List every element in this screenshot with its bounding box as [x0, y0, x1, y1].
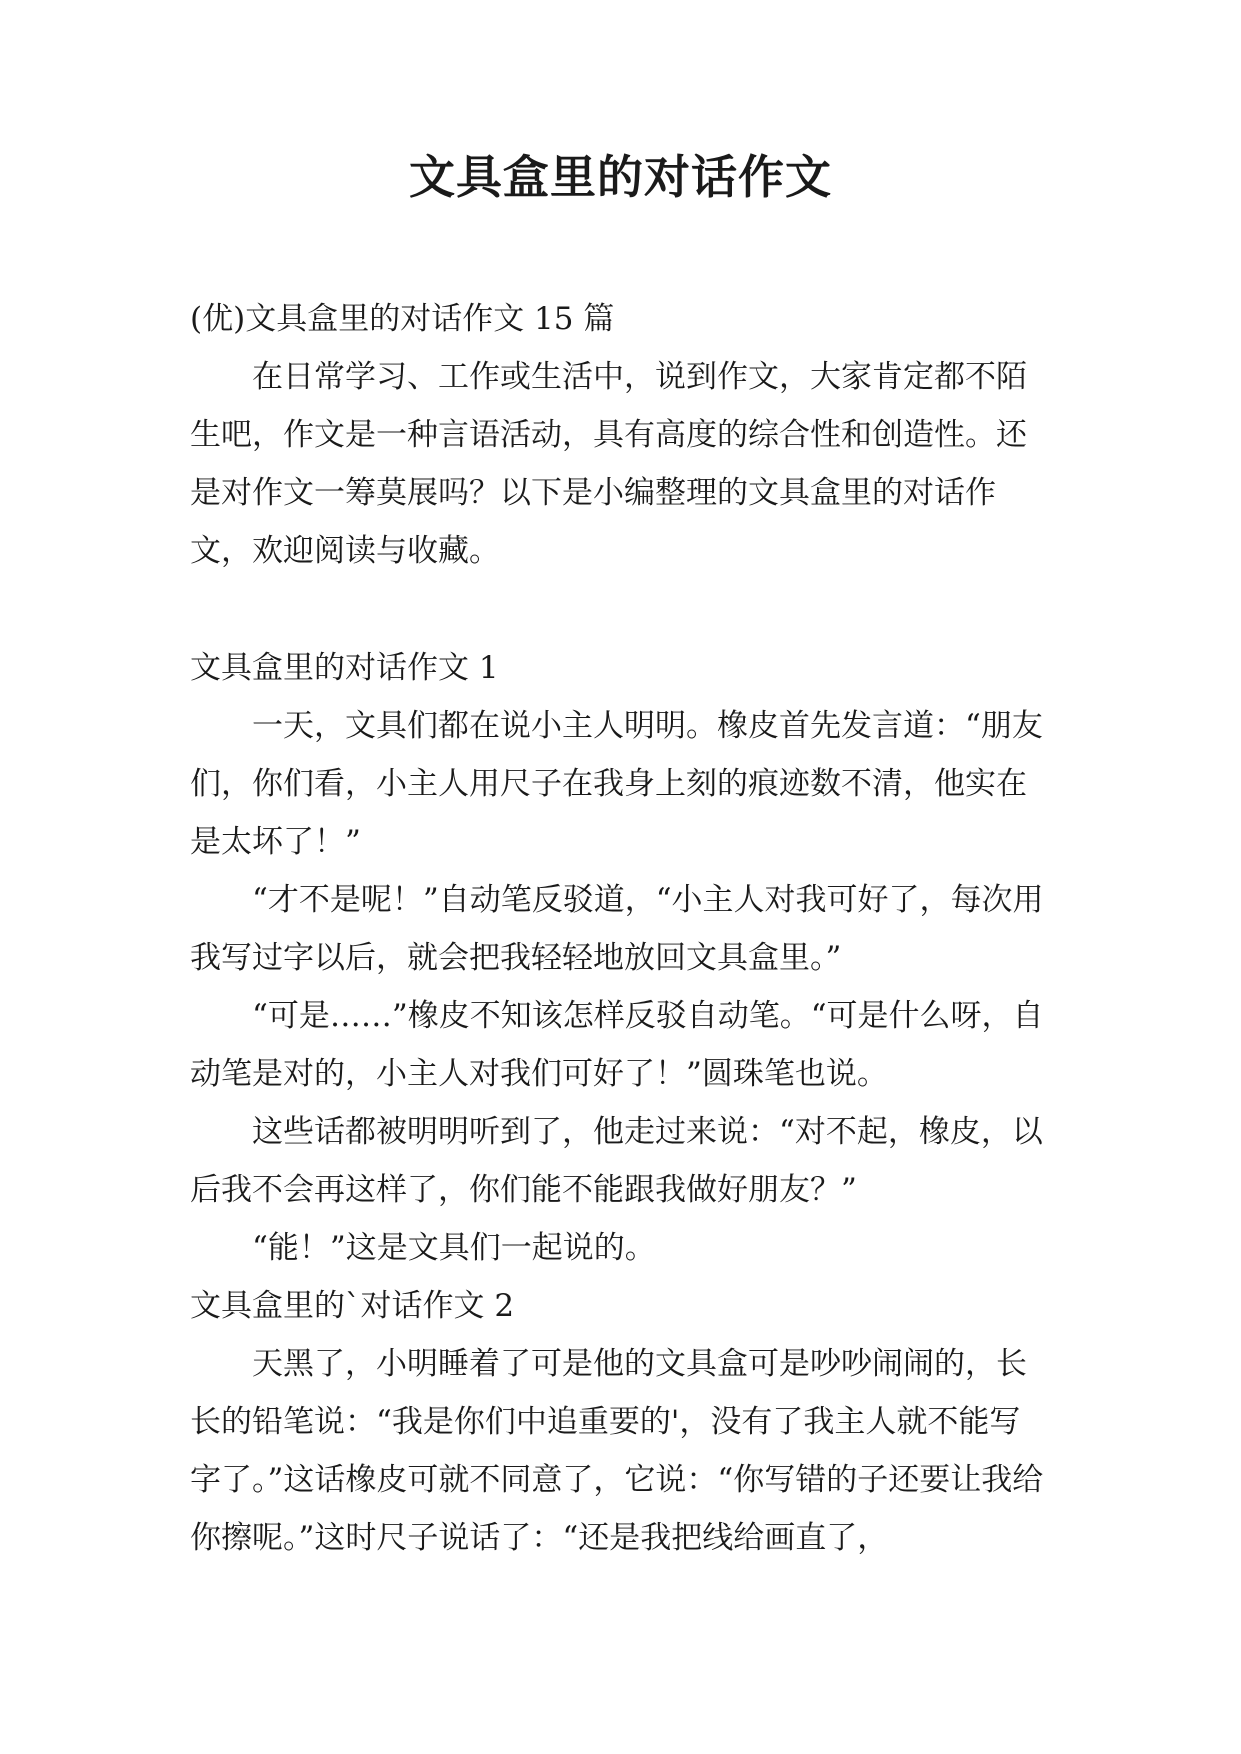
document-body: [190, 290, 1050, 1567]
document-subtitle: (优)文具盒里的对话作文 15 篇: [190, 301, 615, 337]
paragraph: “可是……”橡皮不知该怎样反驳自动笔。“可是什么呀，自动笔是对的，小主人对我们可好了！”圆珠笔也说。: [190, 998, 1044, 1092]
intro-paragraph: 在日常学习、工作或生活中，说到作文，大家肯定都不陌生吧，作文是一种言语活动，具有高度的综合性和创造性。还是对作文一筹莫展吗？以下是小编整理的文具盒里的对话作文，欢迎阅读与收藏。: [190, 359, 1027, 569]
section-heading: 文具盒里的`对话作文 2: [190, 1288, 515, 1324]
document-title: 文具盒里的对话作文: [409, 150, 832, 204]
paragraph: 这些话都被明明听到了，他走过来说：“对不起，橡皮，以后我不会再这样了，你们能不能跟我做好朋友？”: [190, 1114, 1043, 1208]
paragraph: 天黑了，小明睡着了可是他的文具盒可是吵吵闹闹的，长长的铅笔说：“我是你们中追重要的'，没有了我主人就不能写字了。”这话橡皮可就不同意了，它说：“你写错的子还要让我给你擦呢。”这时尺子说话了：“还是我把线给画直了，: [190, 1346, 1044, 1556]
paragraph: “能！”这是文具们一起说的。: [252, 1230, 656, 1266]
paragraph: 一天，文具们都在说小主人明明。橡皮首先发言道：“朋友们，你们看，小主人用尺子在我身上刻的痕迹数不清，他实在是太坏了！”: [190, 708, 1043, 860]
paragraph: “才不是呢！”自动笔反驳道，“小主人对我可好了，每次用我写过字以后，就会把我轻轻地放回文具盒里。”: [190, 882, 1044, 976]
section-heading: 文具盒里的对话作文 1: [190, 650, 499, 686]
